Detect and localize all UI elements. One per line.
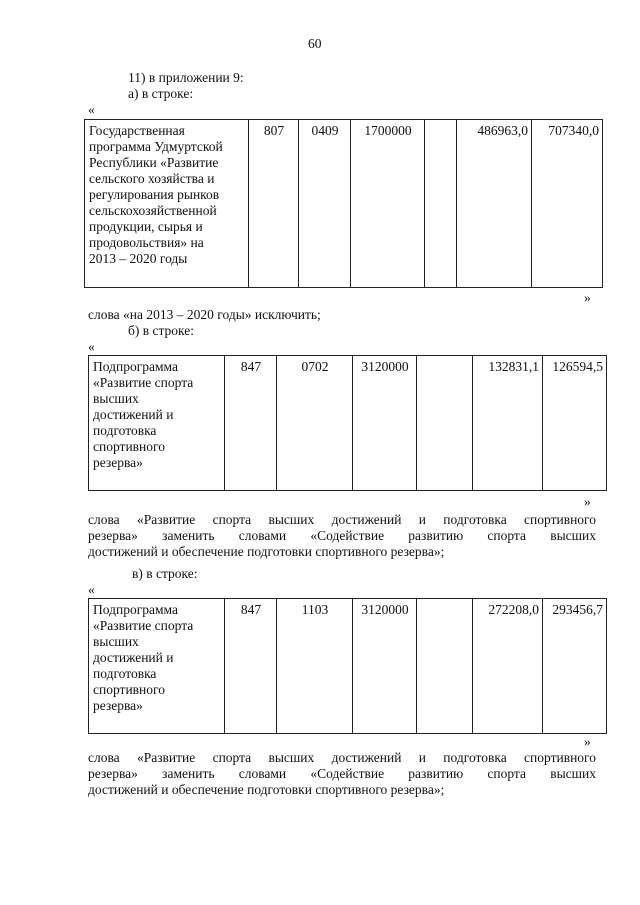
instruction-line: достижений и обеспечение подготовки спортивного резерва»; (88, 782, 445, 797)
instruction-line: резерва» заменить словами «Содействие развитию спорта высших (88, 528, 596, 543)
instruction-line: слова «Развитие спорта высших достижений и подготовка спортивного (88, 750, 596, 765)
row-name-line: 2013 – 2020 годы (89, 251, 188, 266)
row-name-line: достижений и (93, 407, 174, 422)
row-name-line: спортивного (93, 439, 165, 454)
expense-type-cell (417, 356, 473, 491)
row-name-line: резерва» (93, 455, 143, 470)
expense-type-cell (417, 599, 473, 734)
page-number: 60 (308, 36, 322, 51)
instruction-line: резерва» заменить словами «Содействие развитию спорта высших (88, 766, 596, 781)
amount-1-cell: 132831,1 (473, 356, 543, 491)
row-name-line: сельского хозяйства и (89, 171, 215, 186)
section-code-cell: 0409 (299, 120, 351, 288)
row-name-line: резерва» (93, 698, 143, 713)
row-name-line: подготовка (93, 666, 157, 681)
expense-type-cell (425, 120, 457, 288)
row-name-line: спортивного (93, 682, 165, 697)
item-heading: 11) в приложении 9: (128, 70, 244, 85)
row-name-cell (89, 356, 225, 491)
row-name-line: Государственная (89, 123, 185, 138)
amount-2-cell: 707340,0 (532, 120, 603, 288)
ministry-code-cell: 847 (225, 356, 277, 491)
row-name-line: продукции, сырья и (89, 219, 203, 234)
target-code-cell: 1700000 (351, 120, 425, 288)
subheading-b: б) в строке: (128, 323, 195, 338)
instruction-line: слова «Развитие спорта высших достижений и подготовка спортивного (88, 512, 596, 527)
table-row-a (84, 119, 603, 288)
instruction-a: слова «на 2013 – 2020 годы» исключить; (88, 307, 321, 322)
section-code-cell: 0702 (277, 356, 353, 491)
row-name-line: сельскохозяйственной (89, 203, 217, 218)
row-name-cell (85, 120, 249, 288)
close-quote-c: » (584, 734, 591, 749)
instruction-line: достижений и обеспечение подготовки спортивного резерва»; (88, 544, 445, 559)
amount-1-cell: 486963,0 (457, 120, 532, 288)
section-code-cell: 1103 (277, 599, 353, 734)
row-name-line: подготовка (93, 423, 157, 438)
instruction-b (88, 512, 596, 560)
subheading-c: в) в строке: (132, 566, 198, 581)
table-row-b (88, 355, 607, 491)
instruction-c (88, 750, 596, 798)
row-name-line: «Развитие спорта (93, 618, 194, 633)
row-name-line: высших (93, 634, 139, 649)
subheading-a: а) в строке: (128, 86, 194, 101)
row-name-line: Подпрограмма (93, 359, 178, 374)
amount-1-cell: 272208,0 (473, 599, 543, 734)
row-name-line: программа Удмуртской (89, 139, 223, 154)
row-name-cell (89, 599, 225, 734)
target-code-cell: 3120000 (353, 599, 417, 734)
target-code-cell: 3120000 (353, 356, 417, 491)
row-name-line: «Развитие спорта (93, 375, 194, 390)
table-row-c (88, 598, 607, 734)
row-name-line: Подпрограмма (93, 602, 178, 617)
row-name-line: Республики «Развитие (89, 155, 219, 170)
row-name-line: высших (93, 391, 139, 406)
close-quote-a: » (584, 290, 591, 305)
close-quote-b: » (584, 494, 591, 509)
amount-2-cell: 293456,7 (543, 599, 607, 734)
open-quote-b: « (88, 339, 95, 354)
open-quote-c: « (88, 582, 95, 597)
ministry-code-cell: 847 (225, 599, 277, 734)
row-name-line: достижений и (93, 650, 174, 665)
row-name-line: продовольствия» на (89, 235, 204, 250)
row-name-line: регулирования рынков (89, 187, 220, 202)
amount-2-cell: 126594,5 (543, 356, 607, 491)
open-quote-a: « (88, 102, 95, 117)
ministry-code-cell: 807 (249, 120, 299, 288)
